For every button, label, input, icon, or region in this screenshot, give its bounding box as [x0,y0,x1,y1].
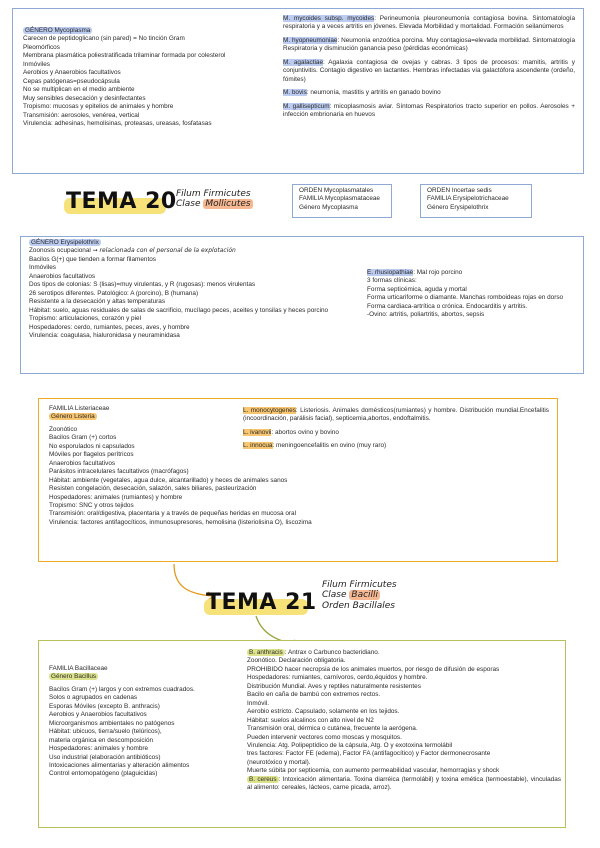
bacillus-species [247,649,561,793]
list-item: Esporas Móviles (excepto B. anthracis) [49,702,160,710]
species-description: : Mal rojo porcino [413,269,463,276]
list-item: Virulencia: factores antifagocíticos, inmunosupresores, hemolisina (listeriolisina O), liscozima [49,518,312,526]
species-name: M. hyopneumoniae [283,36,338,44]
handwritten-note: ➞ relacionada con el personal de la explotación [92,247,236,255]
list-item: FAMILIA Mycoplasmataceae [299,195,380,203]
species-entry [283,59,575,84]
list-item: ORDEN Incertae sedis [427,187,492,194]
order-incertae-box [420,184,532,218]
list-item: Cepas patógenas=pseudocápsula [23,77,120,85]
listeria-box [38,398,558,562]
list-item: Transmisión oral, dérmica o cutánea, frecuente la aerógena. [247,725,418,733]
list-item: Transmisión: aerosoles, venérea, vertical [23,111,140,119]
subtitle-line: Orden Bacillales [322,600,395,611]
list-item: No se multiplican en el medio ambiente [23,86,135,94]
list-item: Zoonótico [49,425,78,433]
species-description: : abortos ovino y bovino [271,428,339,436]
list-item: FAMILIA Erysipelotrichaceae [427,195,509,203]
species-description: : Listeriosis. Animales domésticos(rumiantes) y hombre. Distribución mundial.Encefalitis (incoordinación, parálisis facial), septicemia,abortos, endoftalmitis. [243,407,549,423]
species-name: M. mycoides subsp. mycoides [283,15,375,22]
list-item: Bacilos Gram (+) largos y con extremos cuadrados. [49,685,195,693]
species-name: L. innocua [243,442,273,450]
species-name: E. rhusiopathiae [367,269,414,276]
species-entry [247,776,561,793]
species-name: M. gallisepticum [283,102,330,110]
list-item: Hábitat: ambiente (vegetales, agua dulce, alcantarillado) y heces de animales sanos [49,476,288,484]
list-item: Inmóvil. [247,699,270,707]
list-item: Microorganismos ambientales no patógenos [49,719,175,727]
list-item: Carecen de peptidoglicano (sin pared) = No tinción Gram [23,35,185,43]
list-item: tres factores: Factor FE (edema), Factor FA (antifagocítico) y Factor dermonecrosante [247,750,491,758]
list-item: Resistente a la desecación y altas temperaturas [29,298,166,306]
order-mycoplasmatales-box [292,184,392,218]
subtitle-highlight: Mollicutes [205,199,251,210]
list-item: 26 serotipos diferentes. Patológico: A (porcino), B (humana) [29,289,199,297]
list-item: Membrana plasmática poliestratificada trilaminar formada por colesterol [23,52,226,60]
list-item: Género Erysipelothrix [427,203,489,211]
bacillus-box [38,640,566,828]
list-item: Uso industrial (elaboración antibióticos) [49,753,161,761]
mycoplasma-genus-label: GÉNERO Mycoplasma [25,27,91,34]
list-item: Muerte súbita por septicemia, con aumento permeabilidad vascular, hemorragias y shock [247,767,500,775]
species-description: : Antrax o Carbunco bacteridiano. [284,649,380,656]
family-label: FAMILIA Listeriaceae [49,405,110,412]
erysipelothrix-genus-label: GÉNERO Erysipelothrix [31,239,99,246]
species-name: B. cereus [249,775,277,783]
species-description: : Agalaxia contagiosa de ovejas y cabras. 3 tipos de procesos: mamitis, artritis y conjuntivitis. Contagio digestivo en lactantes. Hembras infectadas vía galactófora ascendente (ordeño, fómites) [283,58,575,83]
list-item: Hábitat: suelos alcalinos con alto nivel de N2 [247,716,374,724]
erysipelothrix-general [29,239,381,340]
species-description: : Intoxicación alimentaria. Toxina diarréica (termolábil) y toxina emética (termoestable), vinculadas al alimento: cereales, lácteos, carne picada, arroz). [247,775,561,792]
list-item: PROHIBIDO hacer necropsia de los animales muertos, por riesgo de difusión de esporas [247,665,500,673]
list-item: Bacilo en caña de bambú con extremos rectos. [247,691,381,699]
species-entry [283,15,575,32]
species-name: L. monocytogenes [243,407,296,414]
tema21-subtitle [322,580,397,611]
species-name: B. anthracis [249,649,283,656]
list-item: Hospedadores: cerdo, rumiantes, peces, aves, y hombre [29,323,190,331]
tema20-title: TEMA 20 [66,189,177,214]
list-item: Muy sensibles desecación y desinfectantes [23,94,146,102]
species-description: : Neumonía enzoótica porcina. Muy contagiosa=elevada morbilidad. Sintomatología Respiratoria y disminución ganancia peso (pérdidas económicas) [283,36,575,53]
list-item: Hospedadores: animales (rumiantes) y hombre [49,493,183,501]
list-item: Forma cardiaca-artrítica o crónica. Endocarditis y artritis. [367,302,528,310]
list-item: Bacilos Gram (+) cortos [49,434,117,442]
species-name: M. bovis [283,89,307,97]
species-entry [283,37,575,54]
listeria-genus-label: Género Listeria [51,413,95,421]
species-entry [243,407,549,424]
list-item: Tropismo: SNC y otros tejidos [49,501,134,509]
species-name: L. ivanovii [243,428,272,436]
list-item: Hábitat: suelo, aguas residuales de salas de sacrificio, mucílago peces, aceites y tonsilas y heces porcino [29,306,329,314]
list-item: ORDEN Mycoplasmatales [299,187,374,194]
bacillus-genus-label: Género Bacillus [51,673,97,681]
list-item: Anaerobios facultativos [29,272,96,280]
mycoplasma-box [12,8,584,174]
subtitle-line: Filum Firmicutes [322,580,397,590]
list-item: Aerobio estricto. Capsulado, solamente en los tejidos. [247,708,400,716]
species-description: : meningoencefalitis en ovino (muy raro) [272,442,387,450]
list-item: Transmisión: oral/digestiva, placentaria y a través de pequeñas heridas en mucosa oral [49,510,297,518]
list-item: Intoxicaciones alimentarias y alteración alimentos [49,761,190,769]
species-description: : micoplasmosis aviar. Síntomas Respiratorios tracto superior en pollos. Aerosoles + infección embrionaria en huevos [283,102,575,119]
list-item: materia orgánica en descomposición [49,736,154,744]
list-item: Forma septicémica, aguda y mortal [367,285,467,293]
erysipelothrix-box [20,236,584,374]
list-item: Anaerobios facultativos [49,459,116,467]
listeria-species [243,407,549,456]
erysipelothrix-species [367,269,579,320]
list-item: Inmóviles [29,264,56,272]
zoonosis-label: Zoonosis ocupacional [29,247,91,255]
list-item: Resisten congelación, desecación, salazón, sales biliares, pasteurización [49,485,257,493]
list-item: Control entomopatógeno (plaguicidas) [49,770,158,778]
subtitle-prefix: Clase [322,590,350,601]
list-item: Hábitat: ubicuos, tierra/suelo (telúricos), [49,728,162,736]
list-item: Hospedadores: animales y hombre [49,745,149,753]
list-item: No esporulados ni capsulados [49,442,135,450]
tema21-title: TEMA 21 [206,590,317,615]
mycoplasma-species [283,15,575,125]
species-entry [283,89,575,97]
list-item: 3 formas clínicas: [367,277,417,285]
species-description: : neumonía, mastitis y artritis en ganado bovino [306,89,441,97]
family-label: FAMILIA Bacillaceae [49,665,108,672]
list-item: -Ovino: artritis, poliartritis, abortos, sepsis [367,311,485,319]
list-item: Virulencia: Atg. Polipeptídico de la cápsula, Atg. O y exotoxina termolábil [247,741,453,749]
list-item: Aerobios y Anaerobios facultativos [49,711,147,719]
list-item: Virulencia: coagulasa, hialuronidasa y neuraminidasa [29,331,180,339]
species-name: M. agalactiae [283,58,324,66]
species-entry [243,442,549,450]
list-item: Pueden intervenir vectores como moscas y mosquitos. [247,733,402,741]
list-item: Forma urticariforme o diamante. Manchas romboideas rojas en dorso [367,294,564,302]
list-item: Aerobios y Anaerobios facultativos [23,69,121,77]
list-item: Inmóviles [23,60,50,68]
list-item: Pleomórficos [23,43,60,51]
species-entry [283,103,575,120]
bacillus-general [49,665,245,779]
list-item: Tropismo: articulaciones, corazón y piel [29,315,142,323]
tema20-subtitle [176,189,253,210]
subtitle-prefix: Clase [176,199,204,210]
list-item: Zoonótico. Declaración obligatoria. [247,657,346,665]
list-item: Móviles por flagelos perítricos [49,451,134,459]
species-description: : Perineumonía pleuroneumonía contagiosa bovina. Sintomatología respiratoria y a veces artritis en jóvenes. Elevada Morbilidad y mortalidad. Formación seilanúmeros [283,15,575,31]
list-item: Tropismo: mucosas y epitelios de animales y hombre [23,103,174,111]
subtitle-highlight: Bacilli [351,590,379,601]
list-item: Bacilos G(+) que tienden a formar filamentos [29,255,156,263]
list-item: Distribución Mundial. Aves y reptiles naturalmente resistentes [247,682,421,690]
list-item: Virulencia: adhesinas, hemolisinas, proteasas, ureasas, fosfatasas [23,119,212,127]
list-item: (neurotóxico y mortal). [247,758,311,766]
list-item: Género Mycoplasma [299,203,358,211]
species-entry [243,429,549,437]
list-item: Parásitos intracelulares facultativos (macrófagos) [49,468,189,476]
mycoplasma-general [23,27,285,128]
subtitle-line: Filum Firmicutes [176,189,251,199]
list-item: Hospedadores: rumiantes, carnívoros, cerdo,équidos y hombre. [247,674,428,682]
list-item: Solos o agrupados en cadenas [49,694,138,702]
list-item: Dos tipos de colonias: S (lisas)=muy virulentas, y R (rugosas): menos virulentas [29,281,256,289]
